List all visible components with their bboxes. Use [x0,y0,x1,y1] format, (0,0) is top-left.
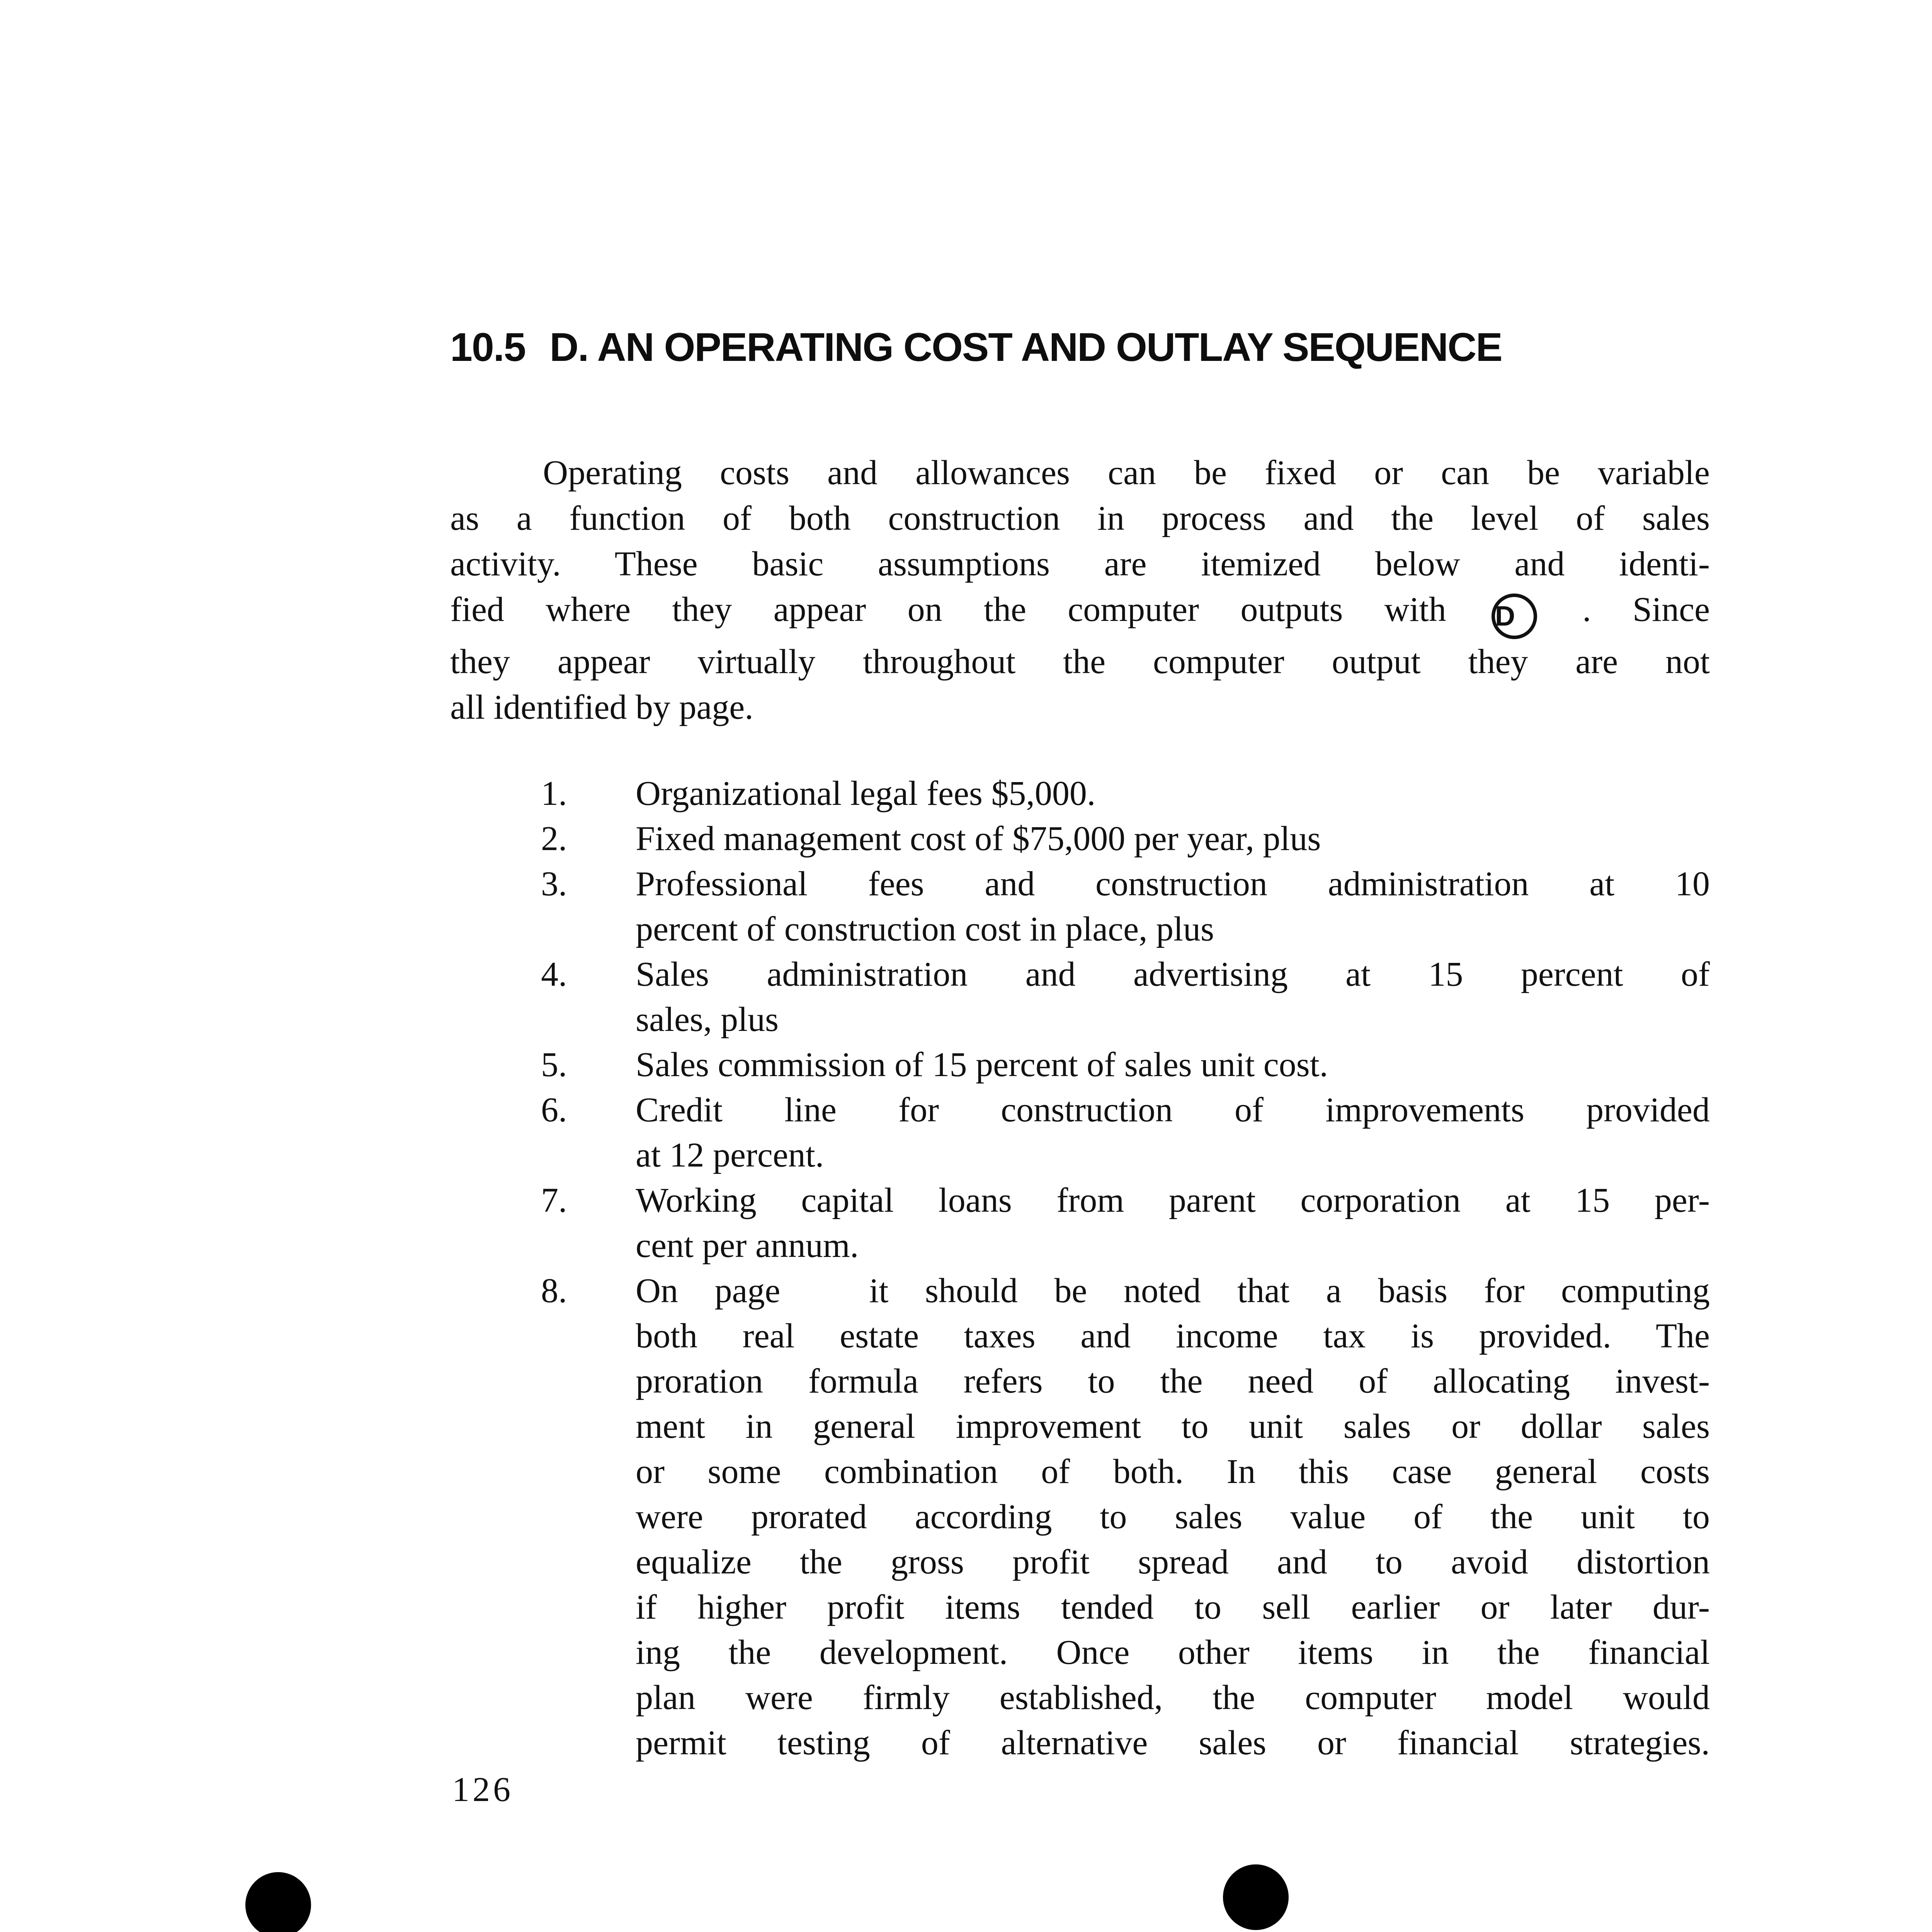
intro-line: activity. These basic assumptions are itemized below and identi- [450,545,1710,583]
list-item-text [636,952,1710,1042]
list-item-line: cent per annum. [636,1226,859,1265]
list-item-line: equalize the gross profit spread and to avoid distortion [636,1543,1710,1581]
list-item-line: if higher profit items tended to sell earlier or later dur- [636,1588,1710,1626]
list-item [541,816,1710,861]
punch-hole-center [1223,1864,1289,1930]
intro-line-text: fied where they appear on the computer outputs with [450,590,1446,629]
list-item-line: Organizational legal fees $5,000. [636,774,1096,813]
list-item-line: plan were firmly established, the computer model would [636,1679,1710,1717]
list-item-line: permit testing of alternative sales or financial strategies. [636,1724,1710,1762]
list-item-line: Professional fees and construction administration at 10 [636,865,1710,903]
list-item-text [636,1042,1710,1087]
list-item-line: at 12 percent. [636,1136,824,1174]
list-item-line: percent of construction cost in place, plus [636,910,1214,948]
list-item-line: ing the development. Once other items in the financial [636,1633,1710,1672]
list-item-line: were prorated according to sales value of the unit to [636,1498,1710,1536]
list-item [541,1268,1710,1765]
list-item-number: 8. [541,1272,567,1310]
assumptions-list [541,771,1710,1765]
list-item-number: 2. [541,820,567,858]
section-heading [450,325,1502,371]
intro-line-tail: . Since [1582,590,1710,629]
list-item-text [636,771,1710,816]
list-item [541,771,1710,816]
list-item [541,1087,1710,1178]
list-item-text [636,861,1710,952]
intro-line: they appear virtually throughout the computer output they are not [450,643,1710,681]
list-item-text [636,1178,1710,1268]
list-item-number: 1. [541,774,567,813]
circled-d-marker-icon: D [1492,594,1537,639]
list-item-text [636,1268,1710,1765]
list-item-line [636,1268,1710,1313]
list-item [541,1042,1710,1087]
list-item-number: 6. [541,1091,567,1129]
list-item-line: Sales commission of 15 percent of sales unit cost. [636,1046,1328,1084]
list-item [541,952,1710,1042]
intro-line: all identified by page. [450,688,753,726]
section-title: D. AN OPERATING COST AND OUTLAY SEQUENCE [549,325,1502,370]
list-item-line: Sales administration and advertising at 15 percent of [636,955,1710,993]
punch-hole-left [245,1872,311,1932]
list-item-line-rest: it should be noted that a basis for computing [869,1272,1710,1310]
list-item-number: 7. [541,1181,567,1219]
list-item-number: 4. [541,955,567,993]
list-item [541,861,1710,952]
list-item-line: ment in general improvement to unit sales or dollar sales [636,1407,1710,1446]
list-item [541,1178,1710,1268]
intro-line-with-marker [450,587,1710,639]
intro-line: as a function of both construction in process and the level of sales [450,499,1710,537]
list-item-text [636,816,1710,861]
list-item-line: proration formula refers to the need of allocating invest- [636,1362,1710,1400]
list-item-text [636,1087,1710,1178]
list-item-number: 5. [541,1046,567,1084]
intro-paragraph [450,450,1710,730]
section-number: 10.5 [450,325,526,370]
list-item-line: or some combination of both. In this case general costs [636,1452,1710,1491]
list-item-line-start: On page [636,1272,781,1310]
intro-line: Operating costs and allowances can be fixed or can be variable [543,454,1710,492]
list-item-line: Credit line for construction of improvements provided [636,1091,1710,1129]
page-number: 126 [452,1770,514,1809]
list-item-line: Fixed management cost of $75,000 per year, plus [636,820,1321,858]
list-item-number: 3. [541,865,567,903]
list-item-line: sales, plus [636,1000,779,1039]
list-item-line: both real estate taxes and income tax is provided. The [636,1317,1710,1355]
list-item-line: Working capital loans from parent corporation at 15 per- [636,1181,1710,1219]
